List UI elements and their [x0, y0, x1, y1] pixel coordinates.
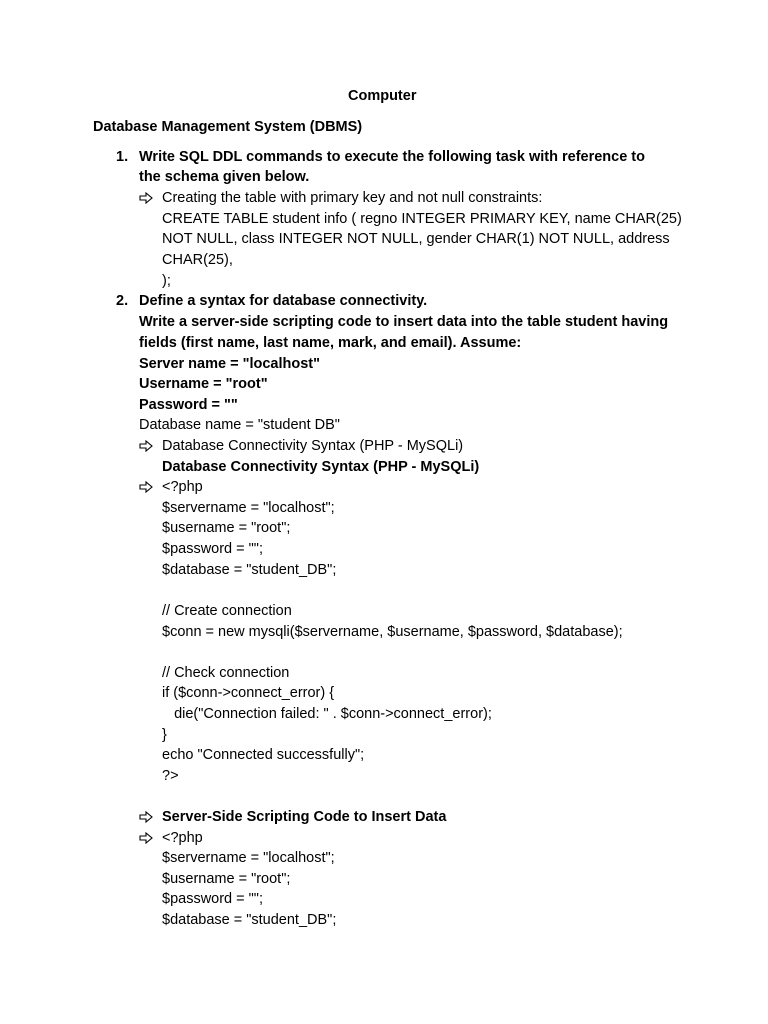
php-code-line: $password = ""; — [162, 541, 263, 557]
php-code-line: } — [162, 727, 167, 743]
php-insert-line: <?php — [162, 830, 203, 846]
php-insert-line: $username = "root"; — [162, 871, 291, 887]
sql-code-line: CHAR(25), — [162, 252, 233, 268]
q1-heading-line: the schema given below. — [139, 169, 310, 185]
php-code-line: $username = "root"; — [162, 520, 291, 536]
php-insert-line: $database = "student_DB"; — [162, 912, 337, 928]
php-code-line: $database = "student_DB"; — [162, 562, 337, 578]
php-code-line: // Create connection — [162, 603, 292, 619]
arrow-right-outline-icon — [139, 188, 153, 208]
php-code-line: $conn = new mysqli($servername, $username, $password, $database); — [162, 624, 623, 640]
php-code-line: echo "Connected successfully"; — [162, 747, 365, 763]
q2-heading-line: Password = "" — [139, 397, 238, 413]
arrow-right-outline-icon — [139, 436, 153, 456]
sql-code-line: NOT NULL, class INTEGER NOT NULL, gender CHAR(1) NOT NULL, address — [162, 231, 670, 247]
arrow-right-outline-icon — [139, 828, 153, 848]
php-code-line: $servername = "localhost"; — [162, 500, 335, 516]
php-insert-line: $password = ""; — [162, 891, 263, 907]
php-code-line: // Check connection — [162, 665, 290, 681]
sql-code-line: CREATE TABLE student info ( regno INTEGER PRIMARY KEY, name CHAR(25) — [162, 211, 682, 227]
db-name-line: Database name = "student DB" — [139, 417, 340, 433]
q1-heading-line: Write SQL DDL commands to execute the following task with reference to — [139, 149, 645, 165]
q2-heading-line: Write a server-side scripting code to insert data into the table student having — [139, 314, 669, 330]
php-code-line: if ($conn->connect_error) { — [162, 685, 335, 701]
page-title: Computer — [348, 88, 417, 104]
q2-number: 2. — [116, 293, 129, 309]
php-code-line: <?php — [162, 479, 203, 495]
syntax-heading: Database Connectivity Syntax (PHP - MySQLi) — [162, 459, 480, 475]
q2-heading-line: Server name = "localhost" — [139, 356, 320, 372]
q2-heading-line: fields (first name, last name, mark, and email). Assume: — [139, 335, 522, 351]
sql-code-line: ); — [162, 273, 171, 289]
q1-number: 1. — [116, 149, 129, 165]
q2-heading-line: Define a syntax for database connectivity. — [139, 293, 428, 309]
php-code-line: die("Connection failed: " . $conn->connect_error); — [162, 706, 492, 722]
php-insert-line: $servername = "localhost"; — [162, 850, 335, 866]
q1-bullet-text: Creating the table with primary key and not null constraints: — [162, 190, 543, 206]
php-code-line: ?> — [162, 768, 179, 784]
insert-heading: Server-Side Scripting Code to Insert Data — [162, 809, 447, 825]
arrow-right-outline-icon — [139, 477, 153, 497]
subject-heading: Database Management System (DBMS) — [93, 119, 363, 135]
arrow-right-outline-icon — [139, 807, 153, 827]
syntax-bullet-text: Database Connectivity Syntax (PHP - MySQLi) — [162, 438, 464, 454]
q2-heading-line: Username = "root" — [139, 376, 268, 392]
